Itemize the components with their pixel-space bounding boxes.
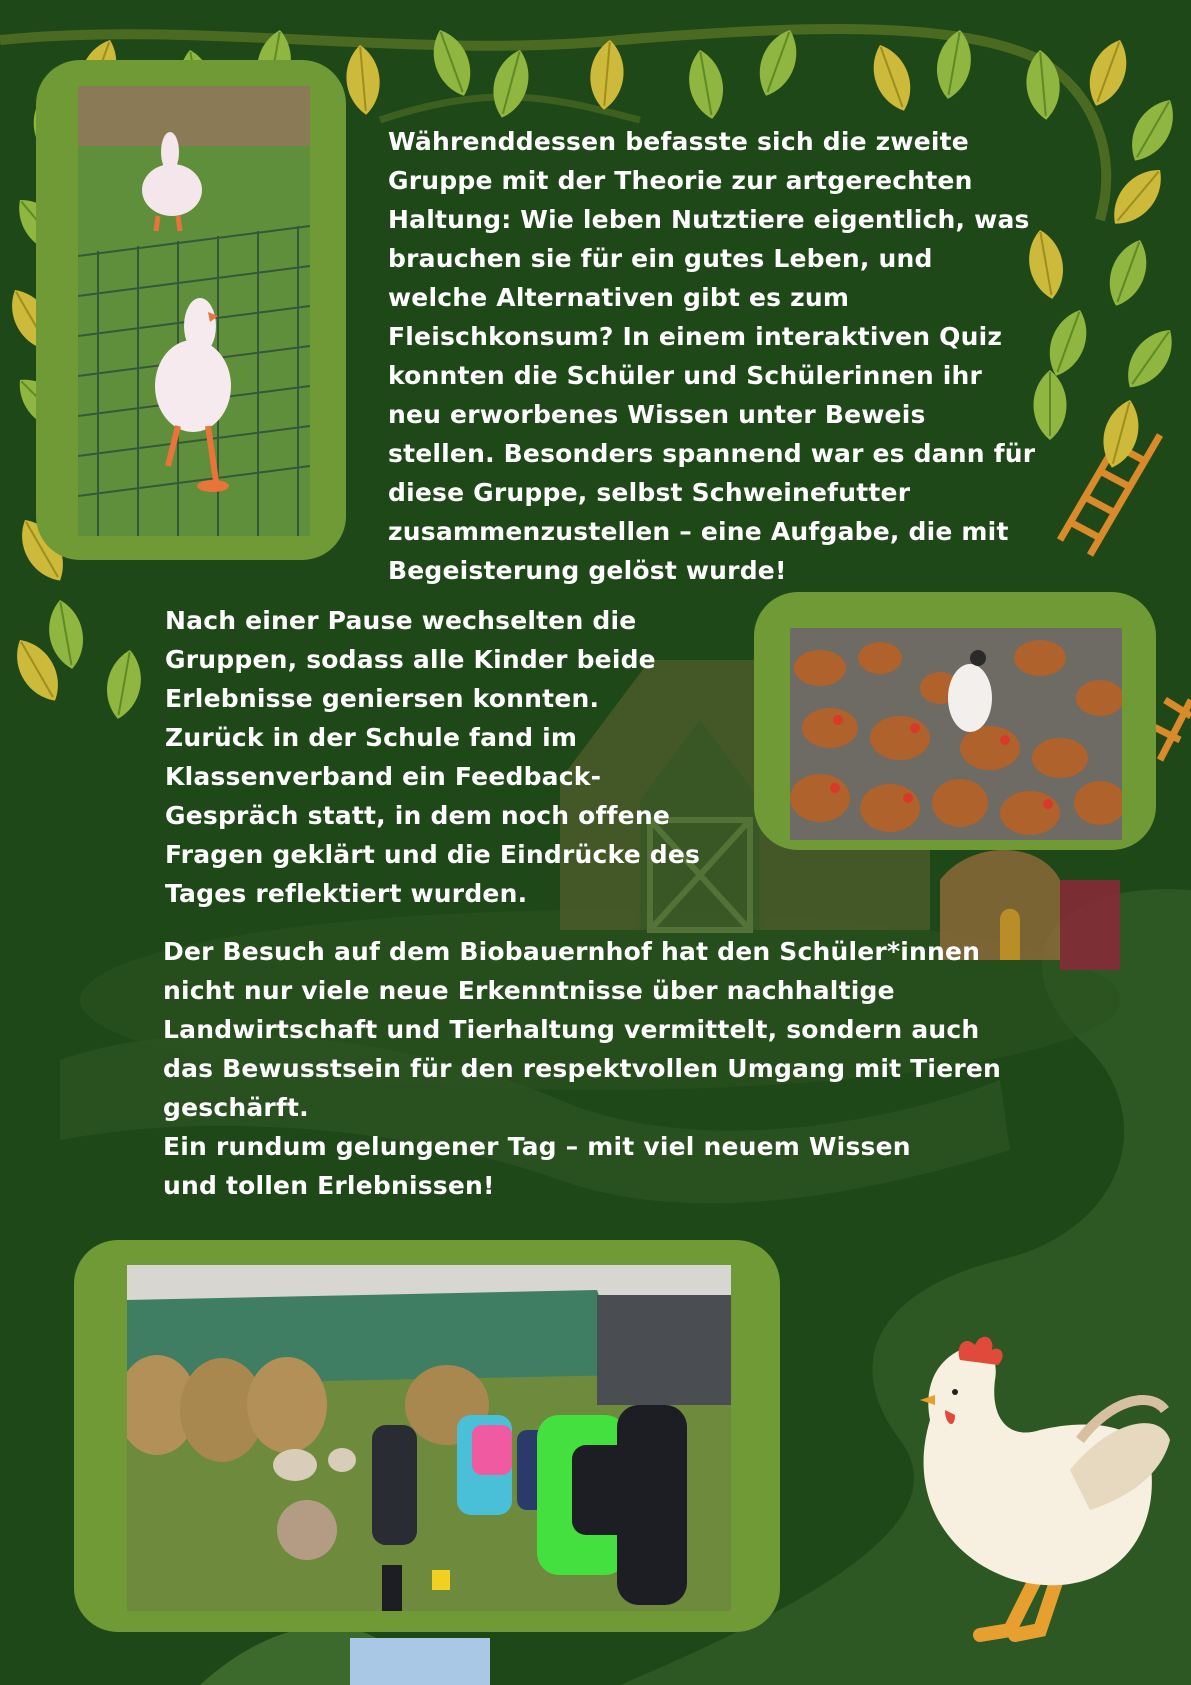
paragraph-closing: Ein rundum gelungener Tag – mit viel neuem Wissen und tollen Erlebnissen! [163,1132,911,1200]
photo-farm-visit [127,1265,731,1611]
paragraph-summary: Der Besuch auf dem Biobauernhof hat den Schüler*innen nicht nur viele neue Erkenntnisse über nachhaltige Landwirtschaft und Tierhaltung vermittelt, sondern auch das Bewusstsein für den respektvollen Umgang mit Tieren geschärft. [163,937,1002,1122]
paragraph-feedback: Nach einer Pause wechselten die Gruppen, sodass alle Kinder beide Erlebnisse geniersen konnten. Zurück in der Schule fand im Klassenverband ein Feedback-Gespräch statt, in dem noch offene Fragen geklärt und die Eindrücke des Tages reflektiert wurden. [165,606,701,908]
photo-chickens [790,628,1122,840]
photo-geese [78,86,310,536]
paragraph-group-two: Währenddessen befasste sich die zweite Gruppe mit der Theorie zur artgerechten Haltung: Wie leben Nutztiere eigentlich, was brauchen sie für ein gutes Leben, und welche Alternativen gibt es zum Fleischkonsum? In einem interaktiven Quiz konnten die Schüler und Schülerinnen ihr neu erworbenes Wissen unter Beweis stellen. Besonders spannend war es dann für diese Gruppe, selbst Schweinefutter zusammenzustellen – eine Aufgabe, die mit Begeisterung gelöst wurde! [388,127,1036,585]
